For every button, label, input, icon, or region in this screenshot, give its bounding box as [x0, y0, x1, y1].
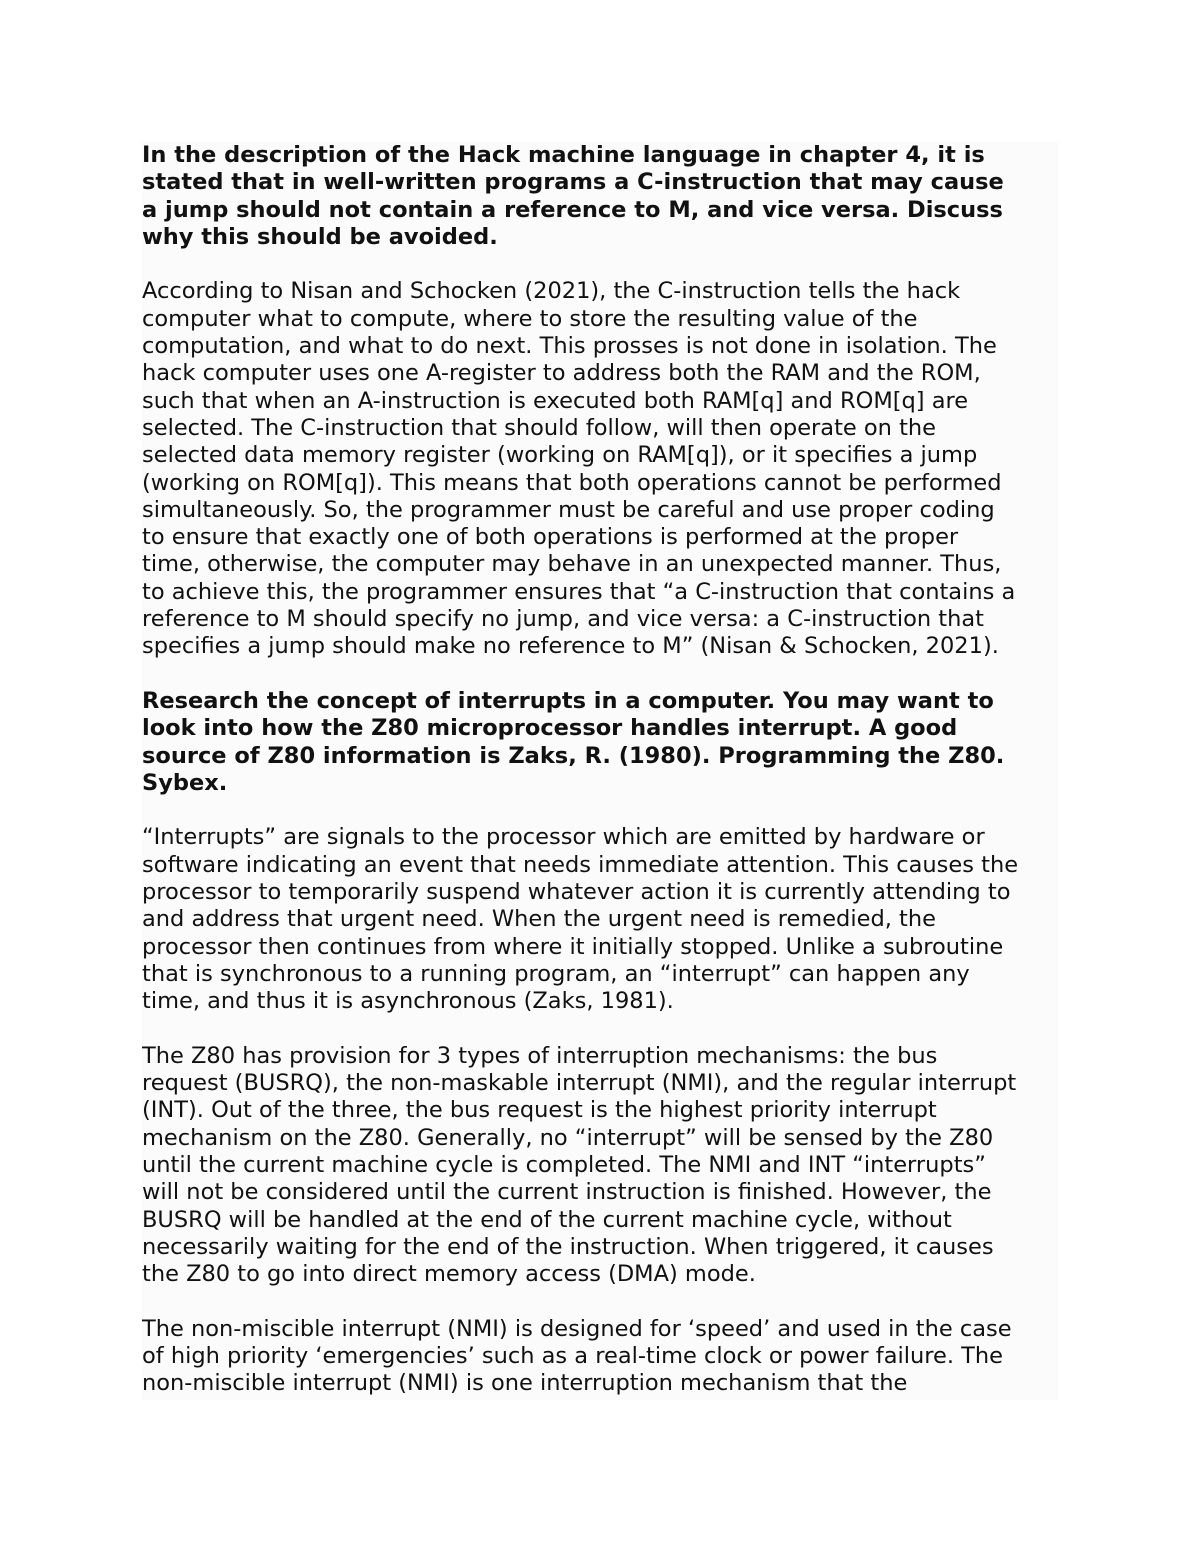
answer-paragraph-interrupts-definition: “Interrupts” are signals to the processor which are emitted by hardware or software indicating an event that needs immediate attention. This causes the processor to temporarily suspend whatever action it is currently attending to and address that urgent need. When the urgent need is remedied, the processor then continues from where it initially stopped. Unlike a subroutine that is synchronous to a running program, an “interrupt” can happen any time, and thus it is asynchronous (Zaks, 1981).	[142, 824, 1019, 1015]
answer-paragraph-hack: According to Nisan and Schocken (2021), the C-instruction tells the hack computer what to compute, where to store the resulting value of the computation, and what to do next. This prosses is not done in isolation. The hack computer uses one A-register to address both the RAM and the ROM, such that when an A-instruction is executed both RAM[q] and ROM[q] are selected. The C-instruction that should follow, will then operate on the selected data memory register (working on RAM[q]), or it specifies a jump (working on ROM[q]). This means that both operations cannot be performed simultaneously. So, the programmer must be careful and use proper coding to ensure that exactly one of both operations is performed at the proper time, otherwise, the computer may behave in an unexpected manner. Thus, to achieve this, the programmer ensures that “a C-instruction that contains a reference to M should specify no jump, and vice versa: a C-instruction that specifies a jump should make no reference to M” (Nisan & Schocken, 2021).	[142, 278, 1016, 660]
answer-paragraph-nmi: The non-miscible interrupt (NMI) is designed for ‘speed’ and used in the case of high priority ‘emergencies’ such as a real-time clock or power failure. The non-miscible interrupt (NMI) is one interruption mechanism that the	[142, 1315, 1012, 1397]
question-heading-interrupts: Research the concept of interrupts in a computer. You may want to look into how the Z80 microprocessor handles interrupt. A good source of Z80 information is Zaks, R. (1980). Programming the Z80. Sybex.	[142, 687, 1005, 796]
document-body	[142, 142, 1058, 1400]
answer-paragraph-z80-mechanisms: The Z80 has provision for 3 types of interruption mechanisms: the bus request (BUSRQ), the non-maskable interrupt (NMI), and the regular interrupt (INT). Out of the three, the bus request is the highest priority interrupt mechanism on the Z80. Generally, no “interrupt” will be sensed by the Z80 until the current machine cycle is completed. The NMI and INT “interrupts” will not be considered until the current instruction is finished. However, the BUSRQ will be handled at the end of the current machine cycle, without necessarily waiting for the end of the instruction. When triggered, it causes the Z80 to go into direct memory access (DMA) mode.	[142, 1042, 1017, 1288]
question-heading-hack: In the description of the Hack machine language in chapter 4, it is stated that in well-written programs a C-instruction that may cause a jump should not contain a reference to M, and vice versa. Discuss why this should be avoided.	[142, 142, 1004, 250]
